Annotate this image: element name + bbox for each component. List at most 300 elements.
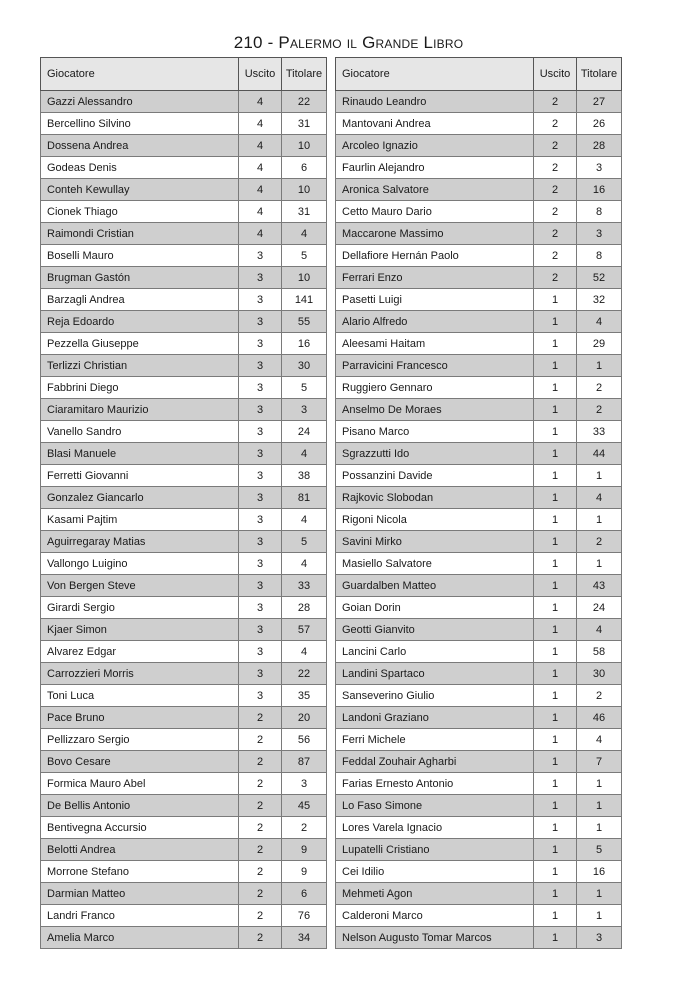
table-row (41, 619, 327, 641)
starter-count-cell: 34 (282, 927, 327, 949)
starter-count-cell: 2 (577, 377, 622, 399)
out-count-cell: 4 (239, 223, 282, 245)
table-header-row (41, 58, 327, 91)
out-count-cell: 3 (239, 597, 282, 619)
out-count-cell: 3 (239, 399, 282, 421)
player-name-cell: Rigoni Nicola (336, 509, 534, 531)
table-row (336, 487, 622, 509)
table-row (41, 443, 327, 465)
column-header-player: Giocatore (336, 58, 534, 91)
player-name-cell: Aronica Salvatore (336, 179, 534, 201)
starter-count-cell: 2 (577, 531, 622, 553)
player-name-cell: Amelia Marco (41, 927, 239, 949)
column-header-out: Uscito (239, 58, 282, 91)
out-count-cell: 1 (534, 839, 577, 861)
starter-count-cell: 10 (282, 267, 327, 289)
table-row (41, 421, 327, 443)
player-name-cell: Blasi Manuele (41, 443, 239, 465)
player-name-cell: Lupatelli Cristiano (336, 839, 534, 861)
table-header-row (336, 58, 622, 91)
table-row (336, 377, 622, 399)
player-name-cell: Farias Ernesto Antonio (336, 773, 534, 795)
player-name-cell: Bercellino Silvino (41, 113, 239, 135)
player-name-cell: Sgrazzutti Ido (336, 443, 534, 465)
table-row (41, 113, 327, 135)
table-row (41, 641, 327, 663)
out-count-cell: 1 (534, 685, 577, 707)
starter-count-cell: 31 (282, 113, 327, 135)
out-count-cell: 1 (534, 531, 577, 553)
out-count-cell: 3 (239, 663, 282, 685)
starter-count-cell: 1 (577, 905, 622, 927)
player-name-cell: Dellafiore Hernán Paolo (336, 245, 534, 267)
starter-count-cell: 16 (282, 333, 327, 355)
table-row (336, 905, 622, 927)
table-row (41, 751, 327, 773)
left-player-table (40, 57, 327, 949)
out-count-cell: 2 (239, 795, 282, 817)
out-count-cell: 1 (534, 729, 577, 751)
out-count-cell: 3 (239, 333, 282, 355)
player-name-cell: Rajkovic Slobodan (336, 487, 534, 509)
table-row (336, 135, 622, 157)
starter-count-cell: 27 (577, 91, 622, 113)
player-name-cell: Calderoni Marco (336, 905, 534, 927)
table-row (41, 135, 327, 157)
table-row (41, 883, 327, 905)
out-count-cell: 1 (534, 773, 577, 795)
out-count-cell: 1 (534, 553, 577, 575)
starter-count-cell: 52 (577, 267, 622, 289)
table-row (336, 597, 622, 619)
player-name-cell: Godeas Denis (41, 157, 239, 179)
player-name-cell: Masiello Salvatore (336, 553, 534, 575)
out-count-cell: 4 (239, 201, 282, 223)
player-name-cell: Lancini Carlo (336, 641, 534, 663)
player-name-cell: Maccarone Massimo (336, 223, 534, 245)
starter-count-cell: 20 (282, 707, 327, 729)
starter-count-cell: 1 (577, 509, 622, 531)
out-count-cell: 2 (239, 773, 282, 795)
starter-count-cell: 4 (577, 619, 622, 641)
out-count-cell: 2 (534, 91, 577, 113)
table-row (336, 179, 622, 201)
player-name-cell: Mehmeti Agon (336, 883, 534, 905)
player-name-cell: Cionek Thiago (41, 201, 239, 223)
starter-count-cell: 43 (577, 575, 622, 597)
right-player-table (335, 57, 622, 949)
table-row (336, 817, 622, 839)
out-count-cell: 1 (534, 311, 577, 333)
table-row (336, 663, 622, 685)
out-count-cell: 2 (239, 729, 282, 751)
player-name-cell: Anselmo De Moraes (336, 399, 534, 421)
starter-count-cell: 5 (282, 377, 327, 399)
table-row (336, 707, 622, 729)
table-row (41, 861, 327, 883)
table-row (336, 531, 622, 553)
table-row (336, 399, 622, 421)
starter-count-cell: 2 (577, 685, 622, 707)
column-header-out: Uscito (534, 58, 577, 91)
player-name-cell: Formica Mauro Abel (41, 773, 239, 795)
player-name-cell: Boselli Mauro (41, 245, 239, 267)
starter-count-cell: 44 (577, 443, 622, 465)
table-row (41, 531, 327, 553)
out-count-cell: 4 (239, 113, 282, 135)
player-name-cell: Cetto Mauro Dario (336, 201, 534, 223)
out-count-cell: 3 (239, 377, 282, 399)
table-row (41, 773, 327, 795)
table-row (336, 223, 622, 245)
player-name-cell: Landoni Graziano (336, 707, 534, 729)
player-name-cell: Alvarez Edgar (41, 641, 239, 663)
table-row (336, 575, 622, 597)
table-row (41, 575, 327, 597)
table-row (41, 817, 327, 839)
out-count-cell: 1 (534, 487, 577, 509)
player-name-cell: Cei Idilio (336, 861, 534, 883)
starter-count-cell: 46 (577, 707, 622, 729)
out-count-cell: 1 (534, 861, 577, 883)
table-row (336, 355, 622, 377)
starter-count-cell: 4 (282, 553, 327, 575)
starter-count-cell: 56 (282, 729, 327, 751)
out-count-cell: 3 (239, 267, 282, 289)
table-row (41, 223, 327, 245)
out-count-cell: 1 (534, 333, 577, 355)
table-row (336, 113, 622, 135)
out-count-cell: 2 (239, 883, 282, 905)
player-name-cell: Ferrari Enzo (336, 267, 534, 289)
starter-count-cell: 3 (282, 773, 327, 795)
out-count-cell: 1 (534, 795, 577, 817)
out-count-cell: 2 (534, 157, 577, 179)
table-row (336, 443, 622, 465)
out-count-cell: 3 (239, 355, 282, 377)
starter-count-cell: 4 (282, 223, 327, 245)
table-row (336, 773, 622, 795)
table-row (336, 641, 622, 663)
out-count-cell: 3 (239, 289, 282, 311)
table-row (41, 267, 327, 289)
page-title (0, 33, 697, 53)
starter-count-cell: 8 (577, 201, 622, 223)
out-count-cell: 2 (239, 751, 282, 773)
player-name-cell: Mantovani Andrea (336, 113, 534, 135)
starter-count-cell: 10 (282, 135, 327, 157)
starter-count-cell: 4 (577, 487, 622, 509)
table-row (41, 597, 327, 619)
starter-count-cell: 16 (577, 179, 622, 201)
out-count-cell: 3 (239, 531, 282, 553)
out-count-cell: 3 (239, 245, 282, 267)
starter-count-cell: 3 (577, 157, 622, 179)
table-row (41, 333, 327, 355)
out-count-cell: 1 (534, 927, 577, 949)
starter-count-cell: 4 (577, 311, 622, 333)
out-count-cell: 1 (534, 597, 577, 619)
table-row (41, 289, 327, 311)
player-name-cell: Carrozzieri Morris (41, 663, 239, 685)
table-row (336, 927, 622, 949)
table-row (41, 157, 327, 179)
table-row (41, 729, 327, 751)
player-name-cell: Arcoleo Ignazio (336, 135, 534, 157)
out-count-cell: 1 (534, 905, 577, 927)
starter-count-cell: 30 (282, 355, 327, 377)
player-name-cell: Faurlin Alejandro (336, 157, 534, 179)
table-row (41, 245, 327, 267)
player-name-cell: Bovo Cesare (41, 751, 239, 773)
out-count-cell: 1 (534, 883, 577, 905)
out-count-cell: 3 (239, 465, 282, 487)
table-row (336, 553, 622, 575)
player-name-cell: Lores Varela Ignacio (336, 817, 534, 839)
table-row (41, 179, 327, 201)
table-row (41, 663, 327, 685)
table-row (41, 795, 327, 817)
starter-count-cell: 1 (577, 553, 622, 575)
player-name-cell: Lo Faso Simone (336, 795, 534, 817)
out-count-cell: 1 (534, 575, 577, 597)
starter-count-cell: 29 (577, 333, 622, 355)
out-count-cell: 3 (239, 553, 282, 575)
player-name-cell: Ferretti Giovanni (41, 465, 239, 487)
starter-count-cell: 45 (282, 795, 327, 817)
starter-count-cell: 57 (282, 619, 327, 641)
player-name-cell: Barzagli Andrea (41, 289, 239, 311)
out-count-cell: 1 (534, 619, 577, 641)
table-row (336, 289, 622, 311)
player-name-cell: Geotti Gianvito (336, 619, 534, 641)
table-row (41, 91, 327, 113)
player-name-cell: Raimondi Cristian (41, 223, 239, 245)
book-title: Palermo il Grande Libro (278, 33, 464, 52)
player-name-cell: Pezzella Giuseppe (41, 333, 239, 355)
out-count-cell: 1 (534, 707, 577, 729)
table-row (336, 465, 622, 487)
player-name-cell: Goian Dorin (336, 597, 534, 619)
starter-count-cell: 1 (577, 795, 622, 817)
starter-count-cell: 58 (577, 641, 622, 663)
starter-count-cell: 28 (282, 597, 327, 619)
player-name-cell: Bentivegna Accursio (41, 817, 239, 839)
table-row (41, 201, 327, 223)
out-count-cell: 2 (239, 905, 282, 927)
column-header-starter: Titolare (282, 58, 327, 91)
table-row (336, 311, 622, 333)
starter-count-cell: 6 (282, 883, 327, 905)
out-count-cell: 1 (534, 817, 577, 839)
column-header-player: Giocatore (41, 58, 239, 91)
out-count-cell: 1 (534, 509, 577, 531)
starter-count-cell: 30 (577, 663, 622, 685)
starter-count-cell: 5 (577, 839, 622, 861)
player-name-cell: Pellizzaro Sergio (41, 729, 239, 751)
player-name-cell: Ciaramitaro Maurizio (41, 399, 239, 421)
starter-count-cell: 1 (577, 817, 622, 839)
column-header-starter: Titolare (577, 58, 622, 91)
table-row (336, 509, 622, 531)
starter-count-cell: 55 (282, 311, 327, 333)
player-name-cell: Gonzalez Giancarlo (41, 487, 239, 509)
starter-count-cell: 26 (577, 113, 622, 135)
starter-count-cell: 141 (282, 289, 327, 311)
out-count-cell: 3 (239, 487, 282, 509)
table-row (336, 421, 622, 443)
out-count-cell: 3 (239, 575, 282, 597)
out-count-cell: 1 (534, 663, 577, 685)
title-separator: - (262, 33, 279, 52)
out-count-cell: 2 (534, 201, 577, 223)
out-count-cell: 1 (534, 289, 577, 311)
starter-count-cell: 2 (282, 817, 327, 839)
out-count-cell: 3 (239, 443, 282, 465)
out-count-cell: 4 (239, 91, 282, 113)
starter-count-cell: 1 (577, 883, 622, 905)
player-name-cell: Aguirregaray Matias (41, 531, 239, 553)
player-name-cell: Rinaudo Leandro (336, 91, 534, 113)
table-row (41, 355, 327, 377)
table-row (41, 927, 327, 949)
player-name-cell: Possanzini Davide (336, 465, 534, 487)
starter-count-cell: 3 (282, 399, 327, 421)
out-count-cell: 1 (534, 421, 577, 443)
out-count-cell: 2 (239, 707, 282, 729)
player-name-cell: Girardi Sergio (41, 597, 239, 619)
starter-count-cell: 1 (577, 773, 622, 795)
starter-count-cell: 38 (282, 465, 327, 487)
player-name-cell: Feddal Zouhair Agharbi (336, 751, 534, 773)
table-row (336, 751, 622, 773)
player-name-cell: Kasami Pajtim (41, 509, 239, 531)
starter-count-cell: 32 (577, 289, 622, 311)
player-name-cell: Vallongo Luigino (41, 553, 239, 575)
out-count-cell: 2 (534, 245, 577, 267)
starter-count-cell: 6 (282, 157, 327, 179)
starter-count-cell: 22 (282, 91, 327, 113)
page-number: 210 (233, 33, 263, 52)
player-name-cell: Belotti Andrea (41, 839, 239, 861)
player-name-cell: Kjaer Simon (41, 619, 239, 641)
starter-count-cell: 4 (282, 443, 327, 465)
starter-count-cell: 5 (282, 531, 327, 553)
out-count-cell: 3 (239, 509, 282, 531)
player-name-cell: Aleesami Haitam (336, 333, 534, 355)
table-row (41, 465, 327, 487)
out-count-cell: 1 (534, 377, 577, 399)
out-count-cell: 4 (239, 179, 282, 201)
starter-count-cell: 8 (577, 245, 622, 267)
table-row (336, 839, 622, 861)
player-name-cell: Gazzi Alessandro (41, 91, 239, 113)
player-name-cell: Dossena Andrea (41, 135, 239, 157)
starter-count-cell: 4 (282, 509, 327, 531)
player-name-cell: Nelson Augusto Tomar Marcos (336, 927, 534, 949)
table-row (336, 619, 622, 641)
starter-count-cell: 28 (577, 135, 622, 157)
out-count-cell: 1 (534, 465, 577, 487)
player-name-cell: Darmian Matteo (41, 883, 239, 905)
player-name-cell: Ruggiero Gennaro (336, 377, 534, 399)
table-row (336, 861, 622, 883)
starter-count-cell: 33 (282, 575, 327, 597)
player-name-cell: Brugman Gastón (41, 267, 239, 289)
table-row (336, 201, 622, 223)
player-name-cell: Alario Alfredo (336, 311, 534, 333)
player-name-cell: Savini Mirko (336, 531, 534, 553)
player-name-cell: Pace Bruno (41, 707, 239, 729)
out-count-cell: 2 (534, 135, 577, 157)
out-count-cell: 3 (239, 619, 282, 641)
player-name-cell: Pisano Marco (336, 421, 534, 443)
starter-count-cell: 7 (577, 751, 622, 773)
out-count-cell: 3 (239, 421, 282, 443)
starter-count-cell: 4 (577, 729, 622, 751)
player-name-cell: Fabbrini Diego (41, 377, 239, 399)
starter-count-cell: 81 (282, 487, 327, 509)
player-name-cell: Vanello Sandro (41, 421, 239, 443)
table-row (41, 905, 327, 927)
out-count-cell: 1 (534, 641, 577, 663)
out-count-cell: 1 (534, 443, 577, 465)
player-name-cell: Conteh Kewullay (41, 179, 239, 201)
table-row (41, 685, 327, 707)
out-count-cell: 2 (534, 267, 577, 289)
player-name-cell: Parravicini Francesco (336, 355, 534, 377)
player-name-cell: Toni Luca (41, 685, 239, 707)
out-count-cell: 2 (239, 861, 282, 883)
out-count-cell: 3 (239, 641, 282, 663)
table-row (336, 685, 622, 707)
table-row (336, 795, 622, 817)
table-row (41, 487, 327, 509)
starter-count-cell: 2 (577, 399, 622, 421)
player-name-cell: Morrone Stefano (41, 861, 239, 883)
starter-count-cell: 1 (577, 465, 622, 487)
starter-count-cell: 24 (282, 421, 327, 443)
starter-count-cell: 16 (577, 861, 622, 883)
player-name-cell: Sanseverino Giulio (336, 685, 534, 707)
table-row (336, 245, 622, 267)
out-count-cell: 2 (239, 927, 282, 949)
table-row (336, 333, 622, 355)
out-count-cell: 2 (534, 113, 577, 135)
player-name-cell: Guardalben Matteo (336, 575, 534, 597)
starter-count-cell: 22 (282, 663, 327, 685)
table-row (41, 553, 327, 575)
table-row (336, 91, 622, 113)
table-row (336, 729, 622, 751)
out-count-cell: 3 (239, 685, 282, 707)
starter-count-cell: 76 (282, 905, 327, 927)
table-row (41, 399, 327, 421)
starter-count-cell: 9 (282, 861, 327, 883)
starter-count-cell: 24 (577, 597, 622, 619)
table-row (41, 707, 327, 729)
starter-count-cell: 33 (577, 421, 622, 443)
player-name-cell: De Bellis Antonio (41, 795, 239, 817)
table-row (336, 267, 622, 289)
out-count-cell: 4 (239, 135, 282, 157)
table-row (41, 377, 327, 399)
starter-count-cell: 10 (282, 179, 327, 201)
player-name-cell: Ferri Michele (336, 729, 534, 751)
starter-count-cell: 31 (282, 201, 327, 223)
out-count-cell: 4 (239, 157, 282, 179)
starter-count-cell: 35 (282, 685, 327, 707)
